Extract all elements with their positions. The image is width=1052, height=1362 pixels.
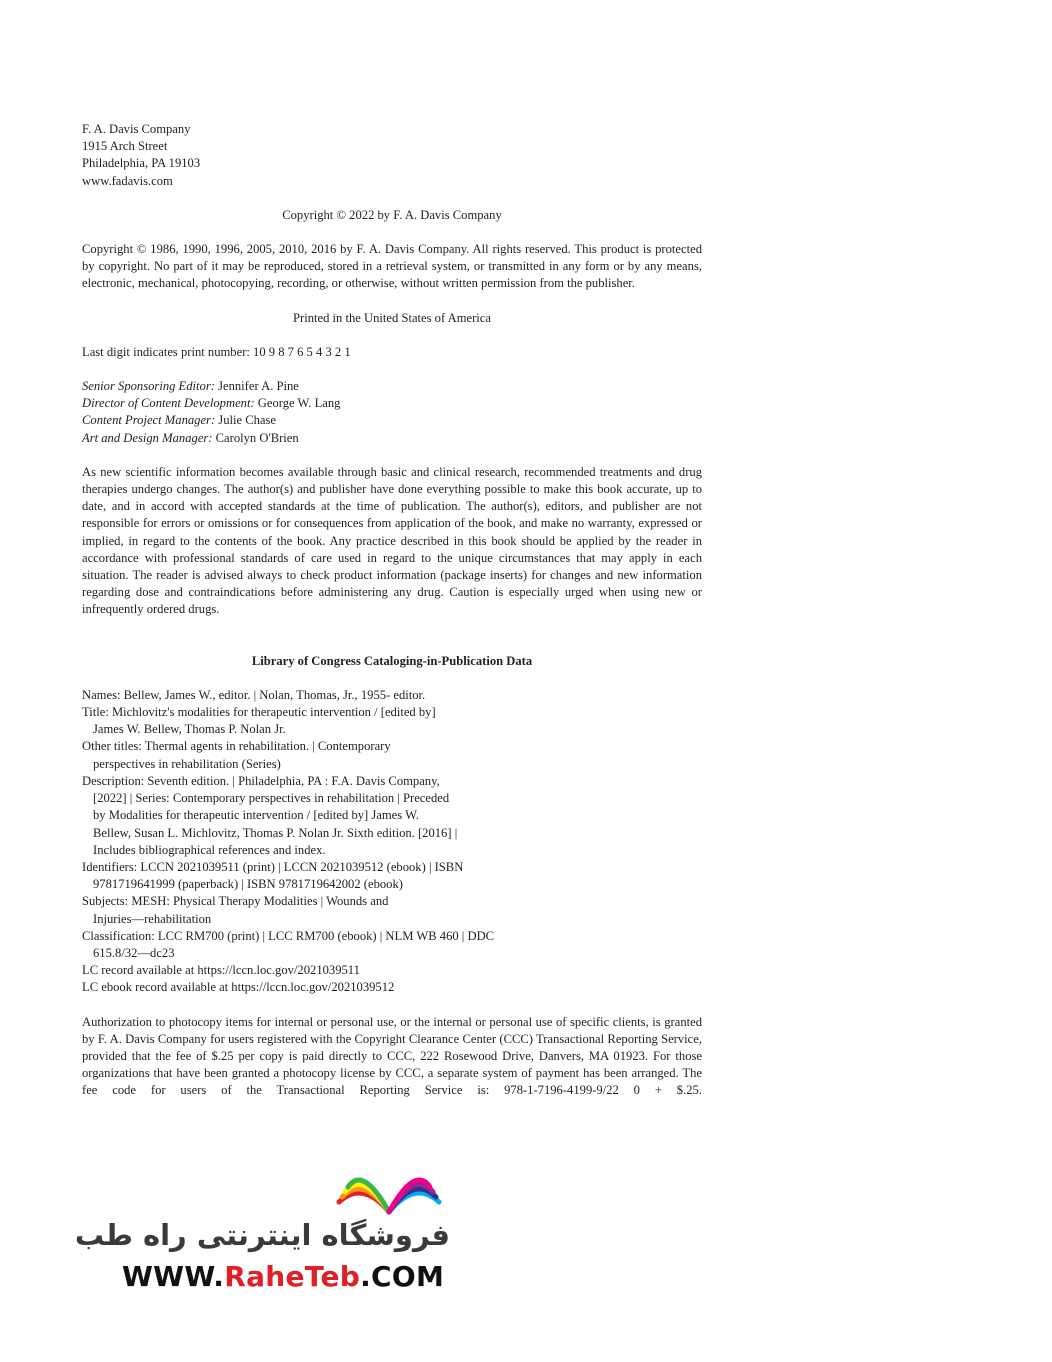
publisher-website[interactable]: www.fadavis.com: [82, 173, 173, 188]
credit-name: Carolyn O'Brien: [212, 430, 299, 445]
credit-role: Art and Design Manager:: [82, 430, 213, 445]
raheteb-watermark-logo: [74, 1160, 453, 1300]
watermark-url-brand: RaheTeb: [224, 1260, 361, 1293]
cip-line[interactable]: LC record available at https://lccn.loc.gov/2021039511: [82, 963, 360, 978]
credit-name: George W. Lang: [254, 396, 341, 411]
cip-line: Injuries—rehabilitation: [93, 911, 212, 926]
book-icon: [333, 1160, 445, 1216]
publisher-name: F. A. Davis Company: [82, 122, 191, 136]
copyright-page: [82, 121, 702, 1100]
watermark-url-suffix: .COM: [360, 1260, 445, 1293]
credit-role: Content Project Manager:: [82, 413, 216, 428]
publisher-city: Philadelphia, PA 19103: [82, 156, 201, 171]
credits-list: [82, 378, 702, 447]
cip-line: by Modalities for therapeutic intervention / [edited by] James W.: [93, 808, 419, 823]
authorization-paragraph: Authorization to photocopy items for internal or personal use, or the internal or personal use of specific clients, is granted by F. A. Davis Company for users registered with the Copyright Clearance Center (CCC) Transactional Reporting Service, provided that the fee of $.25 per copy is paid directly to CCC, 222 Rosewood Drive, Danvers, MA 01923. For those organizations that have been granted a photocopy license by CCC, a separate system of payment has been arranged. The fee code for users of the Transactional Reporting Service is: 978-1-7196-4199-9/22 0 + $.25.: [82, 1014, 702, 1098]
credit-name: Jennifer A. Pine: [214, 379, 299, 394]
cip-line: 615.8/32—dc23: [93, 945, 175, 960]
watermark-persian-text: فروشگاه اینترنتی راه طب: [74, 1218, 450, 1252]
cip-line: Identifiers: LCCN 2021039511 (print) | LCCN 2021039512 (ebook) | ISBN: [82, 859, 464, 874]
publisher-address: [82, 121, 702, 190]
watermark-url: [122, 1260, 444, 1293]
print-number-line: Last digit indicates print number: 10 9 8 7 6 5 4 3 2 1: [82, 344, 351, 359]
cip-line: Subjects: MESH: Physical Therapy Modalities | Wounds and: [82, 894, 389, 909]
printed-in-line: Printed in the United States of America: [293, 310, 491, 325]
cip-block: [82, 687, 702, 997]
prior-copyright-paragraph: Copyright © 1986, 1990, 1996, 2005, 2010, 2016 by F. A. Davis Company. All rights reserved. This product is protected by copyright. No part of it may be reproduced, stored in a retrieval system, or transmitted in any form or by any means, electronic, mechanical, photocopying, recording, or otherwise, without written permission from the publisher.: [82, 242, 702, 291]
credit-line: [82, 395, 702, 412]
credit-role: Senior Sponsoring Editor:: [82, 379, 215, 394]
credit-line: [82, 378, 702, 395]
credit-role: Director of Content Development:: [82, 396, 255, 411]
cip-line: [2022] | Series: Contemporary perspectives in rehabilitation | Preceded: [93, 791, 450, 806]
cip-line: Description: Seventh edition. | Philadelphia, PA : F.A. Davis Company,: [82, 773, 440, 788]
credit-line: [82, 430, 702, 447]
credit-name: Julie Chase: [215, 413, 277, 428]
cip-line: Other titles: Thermal agents in rehabilitation. | Contemporary: [82, 739, 391, 754]
cip-line: Title: Michlovitz's modalities for therapeutic intervention / [edited by]: [82, 705, 436, 720]
cip-line: James W. Bellew, Thomas P. Nolan Jr.: [93, 722, 286, 737]
cip-line: Names: Bellew, James W., editor. | Nolan, Thomas, Jr., 1955- editor.: [82, 687, 426, 702]
cip-line[interactable]: LC ebook record available at https://lccn.loc.gov/2021039512: [82, 980, 395, 995]
credit-line: [82, 412, 702, 429]
cip-line: perspectives in rehabilitation (Series): [93, 756, 281, 771]
copyright-line: Copyright © 2022 by F. A. Davis Company: [282, 207, 502, 222]
publisher-street: 1915 Arch Street: [82, 139, 168, 154]
disclaimer-paragraph: As new scientific information becomes available through basic and clinical research, recommended treatments and drug therapies undergo changes. The author(s) and publisher have done everything possible to make this book accurate, up to date, and in accord with accepted standards at the time of publication. The author(s), editors, and publisher are not responsible for errors or omissions or for consequences from application of the book, and make no warranty, expressed or implied, in regard to the contents of the book. Any practice described in this book should be applied by the reader in accordance with professional standards of care used in regard to the unique circumstances that may apply in each situation. The reader is advised always to check product information (package inserts) for changes and new information regarding dose and contraindications before administering any drug. Caution is especially urged when using new or infrequently ordered drugs.: [82, 464, 702, 617]
cip-line: Classification: LCC RM700 (print) | LCC RM700 (ebook) | NLM WB 460 | DDC: [82, 928, 495, 943]
cip-line: Includes bibliographical references and index.: [93, 842, 326, 857]
cip-heading: Library of Congress Cataloging-in-Publication Data: [251, 653, 533, 668]
cip-line: Bellew, Susan L. Michlovitz, Thomas P. Nolan Jr. Sixth edition. [2016] |: [93, 825, 458, 840]
watermark-url-prefix: WWW.: [122, 1260, 225, 1293]
cip-line: 9781719641999 (paperback) | ISBN 9781719642002 (ebook): [93, 877, 403, 892]
